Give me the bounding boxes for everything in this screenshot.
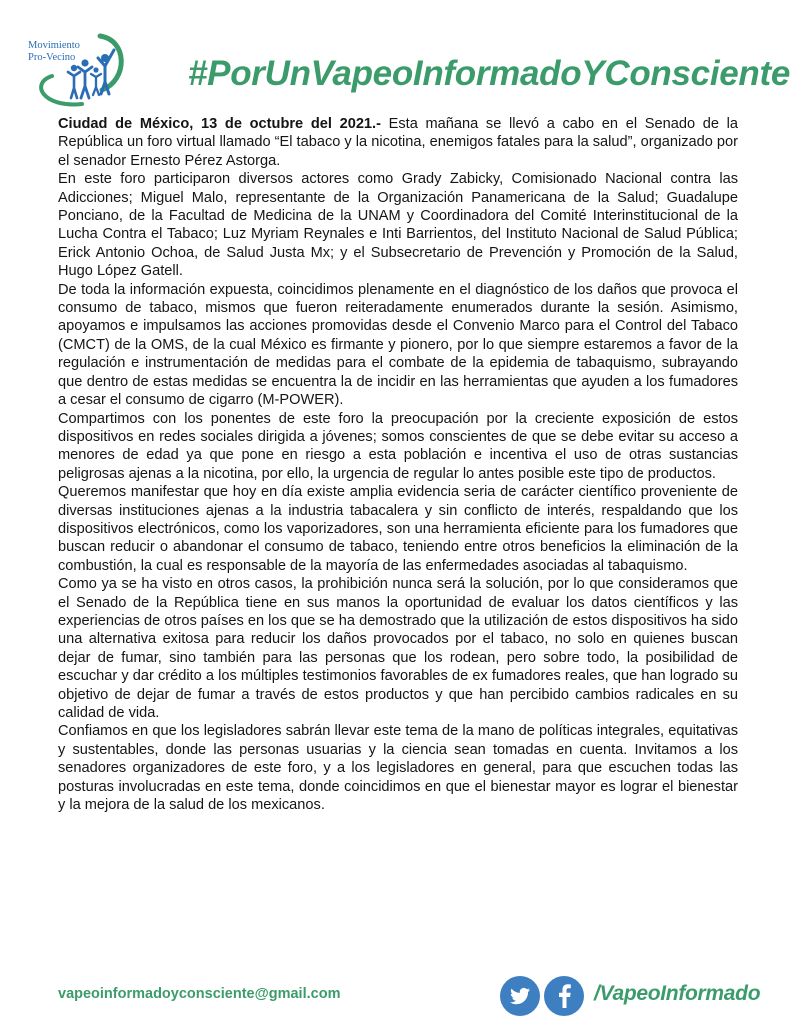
facebook-button[interactable] [544,976,584,1016]
paragraph-1 [58,115,738,170]
paragraph-2: En este foro participaron diversos actores como Grady Zabicky, Comisionado Nacional contra las Adicciones; Miguel Malo, representante de la Organización Panamericana de la Salud; Guadalupe Ponciano, de la Facultad de Medicina de la UNAM y Coordinadora del Comité Interinstitucional de la Lucha Contra el Tabaco; Luz Myriam Reynales e Inti Barrientos, del Instituto Nacional de Salud Pública; Erick Antonio Ochoa, de Salud Justa Mx; y el Subsecretario de Prevención y Promoción de la Salud, Hugo López Gatell. [58,171,738,280]
campaign-hashtag: #PorUnVapeoInformadoYConsciente [188,54,791,93]
logo-text-line2: Pro-Vecino [28,52,76,63]
paragraph-7: Confiamos en que los legisladores sabrán llevar este tema de la mano de políticas integrales, equitativas y sustentables, donde las personas usuarias y la ciencia sean tomadas en cuenta. Invitamos a los senadores organizadores de este foro, y a los legisladores en general, para que escuchen todas las posturas involucradas en este tema, donde coincidimos en que el bienestar mayor es lograr el bienestar y la mejora de la salud de los mexicanos. [58,723,738,814]
paragraph-4: Compartimos con los ponentes de este foro la preocupación por la creciente exposición de estos dispositivos en redes sociales dirigida a jóvenes; somos conscientes de que se debe evitar su acceso a menores de edad ya que pone en riesgo a esta población e incentiva el uso de otras sustancias peligrosas ajenas a la nicotina, por ello, la urgencia de regular lo antes posible este tipo de productos. [58,410,738,482]
facebook-f-icon [553,984,575,1008]
page-footer [0,972,791,1024]
social-handle[interactable]: /VapeoInformado [594,982,761,1005]
page-header [0,0,791,115]
dateline: Ciudad de México, 13 de octubre del 2021.- [58,116,381,132]
movimiento-pro-vecino-logo [22,28,134,110]
paragraph-1-text: Esta mañana se llevó a cabo en el Senado de la República un foro virtual llamado “El tabaco y la nicotina, enemigos fatales para la salud”, organizado por el senador Ernesto Pérez Astorga. [58,116,738,169]
paragraph-5: Queremos manifestar que hoy en día existe amplia evidencia seria de carácter científico proveniente de diversas instituciones ajenas a la industria tabacalera y sin conflicto de interés, respaldando que los dispositivos electrónicos, como los vaporizadores, son una herramienta eficiente para los fumadores que buscan reducir o abandonar el consumo de tabaco, teniendo entre otros beneficios la eliminación de la combustión, la cual es responsable de la mayoría de las enfermedades asociadas al tabaquismo. [58,484,738,574]
paragraph-3: De toda la información expuesta, coincidimos plenamente en el diagnóstico de los daños que provoca el consumo de tabaco, mismos que fueron reiteradamente enumerados durante la sesión. Asimismo, apoyamos e impulsamos las acciones promovidas desde el Convenio Marco para el Control del Tabaco (CMCT) de la OMS, de la cual México es firmante y pionero, por lo que siempre estaremos a favor de la regulación e instrumentación de medidas para el combate de la epidemia de tabaquismo, subrayando que dentro de estas medidas se encuentra la de incidir en las herramientas que ayuden a los fumadores a cesar el consumo de cigarro (M-POWER). [58,281,738,409]
paragraph-6: Como ya se ha visto en otros casos, la prohibición nunca será la solución, por lo que consideramos que el Senado de la República tiene en sus manos la oportunidad de evaluar los datos científicos y las experiencias de otros países en los que se ha demostrado que la utilización de estos dispositivos ha sido una alternativa exitosa para reducir los daños provocados por el tabaco, no solo en quienes buscan dejar de fumar, sino también para las personas que los rodean, pero sobre todo, la posibilidad de escuchar y dar crédito a los múltiples testimonios favorables de ex fumadores reales, que han logrado su objetivo de dejar de fumar a través de estos productos y que han percibido cambios radicales en su calidad de vida. [58,576,738,721]
twitter-bird-icon [508,984,532,1008]
press-release-body [58,115,738,814]
contact-email[interactable]: vapeoinformadoyconsciente@gmail.com [58,986,341,1002]
twitter-button[interactable] [500,976,540,1016]
logo-text-line1: Movimiento [28,40,80,51]
